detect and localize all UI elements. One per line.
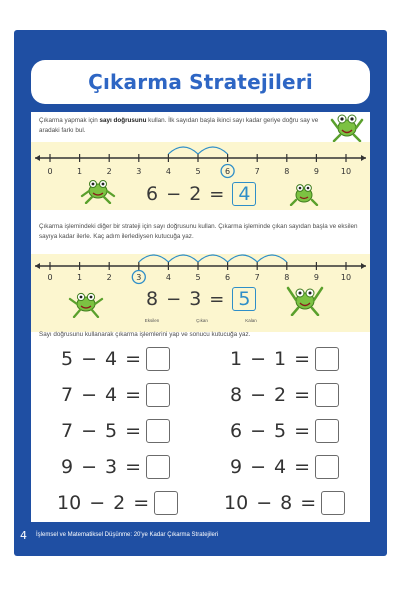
problem-subtrahend: 4 xyxy=(105,384,118,406)
tick-label: 10 xyxy=(340,273,352,282)
problem-minuend: 1 xyxy=(230,348,243,370)
jump-arc xyxy=(257,255,287,262)
equals-sign: = xyxy=(294,348,311,370)
equation-1 xyxy=(146,182,256,206)
tick-label: 8 xyxy=(284,273,290,282)
minus-sign: − xyxy=(81,420,98,442)
equals-sign: = xyxy=(294,420,311,442)
page-number: 4 xyxy=(20,529,27,542)
tick-label: 4 xyxy=(165,273,171,282)
tick-label: 8 xyxy=(284,167,290,176)
answer-box[interactable] xyxy=(146,455,170,479)
tick-label: 1 xyxy=(77,167,83,176)
jump-arc xyxy=(139,255,169,262)
problem-row xyxy=(57,491,178,515)
frog-icon xyxy=(288,180,320,206)
frog-icon xyxy=(80,176,116,204)
problem-minuend: 9 xyxy=(230,456,243,478)
minus-sign: − xyxy=(256,492,273,514)
problem-subtrahend: 4 xyxy=(105,348,118,370)
instruction-1-bold: sayı doğrusunu xyxy=(99,117,147,124)
tick-label: 6 xyxy=(225,167,231,176)
problem-row xyxy=(230,455,339,479)
problem-minuend: 9 xyxy=(61,456,74,478)
jump-arc xyxy=(168,147,198,154)
answer-box[interactable] xyxy=(315,347,339,371)
arrow-left-icon xyxy=(35,263,40,269)
tick-label: 10 xyxy=(340,167,352,176)
answer-box[interactable] xyxy=(146,347,170,371)
equation-1-answer: 4 xyxy=(232,182,256,206)
equals-sign: = xyxy=(294,456,311,478)
tick-label: 9 xyxy=(313,167,319,176)
answer-box[interactable] xyxy=(315,383,339,407)
instruction-1 xyxy=(39,116,324,136)
equation-2-a: 8 xyxy=(146,288,159,310)
page-title: Çıkarma Stratejileri xyxy=(88,70,313,94)
tick-label: 0 xyxy=(47,273,53,282)
equals-sign: = xyxy=(133,492,150,514)
equation-1-a: 6 xyxy=(146,183,159,205)
caption-subtrahend: Çıkan xyxy=(196,318,208,323)
problem-minuend: 8 xyxy=(230,384,243,406)
problem-row xyxy=(230,347,339,371)
problem-minuend: 6 xyxy=(230,420,243,442)
answer-box[interactable] xyxy=(315,419,339,443)
equals-sign: = xyxy=(125,384,142,406)
footer-text: İşlemsel ve Matematiksel Düşünme: 20'ye Kadar Çıkarma Stratejileri xyxy=(36,532,219,538)
arrow-right-icon xyxy=(361,263,366,269)
problem-row xyxy=(61,455,170,479)
problem-subtrahend: 1 xyxy=(274,348,287,370)
minus-sign: − xyxy=(81,456,98,478)
equals-sign: = xyxy=(294,384,311,406)
jump-arc xyxy=(228,255,258,262)
tick-label: 2 xyxy=(106,167,112,176)
tick-label: 7 xyxy=(254,273,260,282)
answer-box[interactable] xyxy=(146,383,170,407)
equals-sign: = xyxy=(125,420,142,442)
answer-box[interactable] xyxy=(146,419,170,443)
tick-label: 9 xyxy=(313,273,319,282)
equation-2 xyxy=(146,287,256,311)
equals-sign: = xyxy=(125,348,142,370)
equals-sign: = xyxy=(300,492,317,514)
equals-sign: = xyxy=(125,456,142,478)
problem-subtrahend: 2 xyxy=(113,492,126,514)
minus-sign: − xyxy=(81,348,98,370)
title-box xyxy=(31,60,370,104)
tick-label: 7 xyxy=(254,167,260,176)
problem-minuend: 5 xyxy=(61,348,74,370)
frog-icon xyxy=(286,282,324,316)
caption-minuend: Eksilen xyxy=(144,318,160,323)
problem-subtrahend: 2 xyxy=(274,384,287,406)
jump-arc xyxy=(198,255,228,262)
minus-sign: − xyxy=(250,384,267,406)
equation-2-b: 3 xyxy=(189,288,202,310)
problem-row xyxy=(230,383,339,407)
problem-subtrahend: 4 xyxy=(274,456,287,478)
jump-arc xyxy=(198,147,228,154)
problem-minuend: 10 xyxy=(57,492,82,514)
answer-box[interactable] xyxy=(154,491,178,515)
instruction-1-prefix: Çıkarma yapmak için xyxy=(39,117,100,124)
arrow-right-icon xyxy=(361,155,366,161)
tick-label: 1 xyxy=(77,273,83,282)
minus-sign: − xyxy=(89,492,106,514)
problem-minuend: 7 xyxy=(61,384,74,406)
problem-minuend: 10 xyxy=(224,492,249,514)
arrow-left-icon xyxy=(35,155,40,161)
instruction-1-suffix: kullan. İlk sayıdan başla ikinci sayı kadar geriye doğru say ve aradaki farkı bul. xyxy=(39,117,319,134)
problem-subtrahend: 5 xyxy=(105,420,118,442)
problem-row xyxy=(224,491,345,515)
minus-sign: − xyxy=(81,384,98,406)
instruction-2: Çıkarma işlemindeki diğer bir strateji için sayı doğrusunu kullan. Çıkarma işleminde çıkan sayıdan başla ve eksilen sayıya kadar ilerle. Kaç adım ilerlediysen kutucuğa yaz. xyxy=(39,223,358,240)
equation-2-equals: = xyxy=(209,288,225,310)
problem-row xyxy=(61,419,170,443)
jump-arc xyxy=(168,255,198,262)
minus-sign: − xyxy=(250,456,267,478)
answer-box[interactable] xyxy=(321,491,345,515)
problem-minuend: 7 xyxy=(61,420,74,442)
problem-row xyxy=(61,383,170,407)
equation-2-answer: 5 xyxy=(232,287,256,311)
problem-row xyxy=(61,347,170,371)
tick-label: 3 xyxy=(136,273,142,282)
instruction-3: Sayı doğrusunu kullanarak çıkarma işlemlerini yap ve sonucu kutucuğa yaz. xyxy=(39,331,251,338)
tick-label: 5 xyxy=(195,273,201,282)
problem-row xyxy=(230,419,339,443)
tick-label: 2 xyxy=(106,273,112,282)
answer-box[interactable] xyxy=(315,455,339,479)
minus-sign: − xyxy=(250,420,267,442)
problem-subtrahend: 3 xyxy=(105,456,118,478)
problem-subtrahend: 5 xyxy=(274,420,287,442)
tick-label: 5 xyxy=(195,167,201,176)
tick-label: 0 xyxy=(47,167,53,176)
equation-2-minus: − xyxy=(166,288,182,310)
equation-1-equals: = xyxy=(209,183,225,205)
equation-1-minus: − xyxy=(166,183,182,205)
number-line-1 xyxy=(31,142,370,180)
tick-label: 3 xyxy=(136,167,142,176)
tick-label: 6 xyxy=(225,273,231,282)
problem-subtrahend: 8 xyxy=(280,492,293,514)
equation-1-b: 2 xyxy=(189,183,202,205)
tick-label: 4 xyxy=(165,167,171,176)
minus-sign: − xyxy=(250,348,267,370)
frog-icon xyxy=(330,110,364,142)
frog-icon xyxy=(68,288,104,318)
caption-difference: Kalan xyxy=(245,318,257,323)
